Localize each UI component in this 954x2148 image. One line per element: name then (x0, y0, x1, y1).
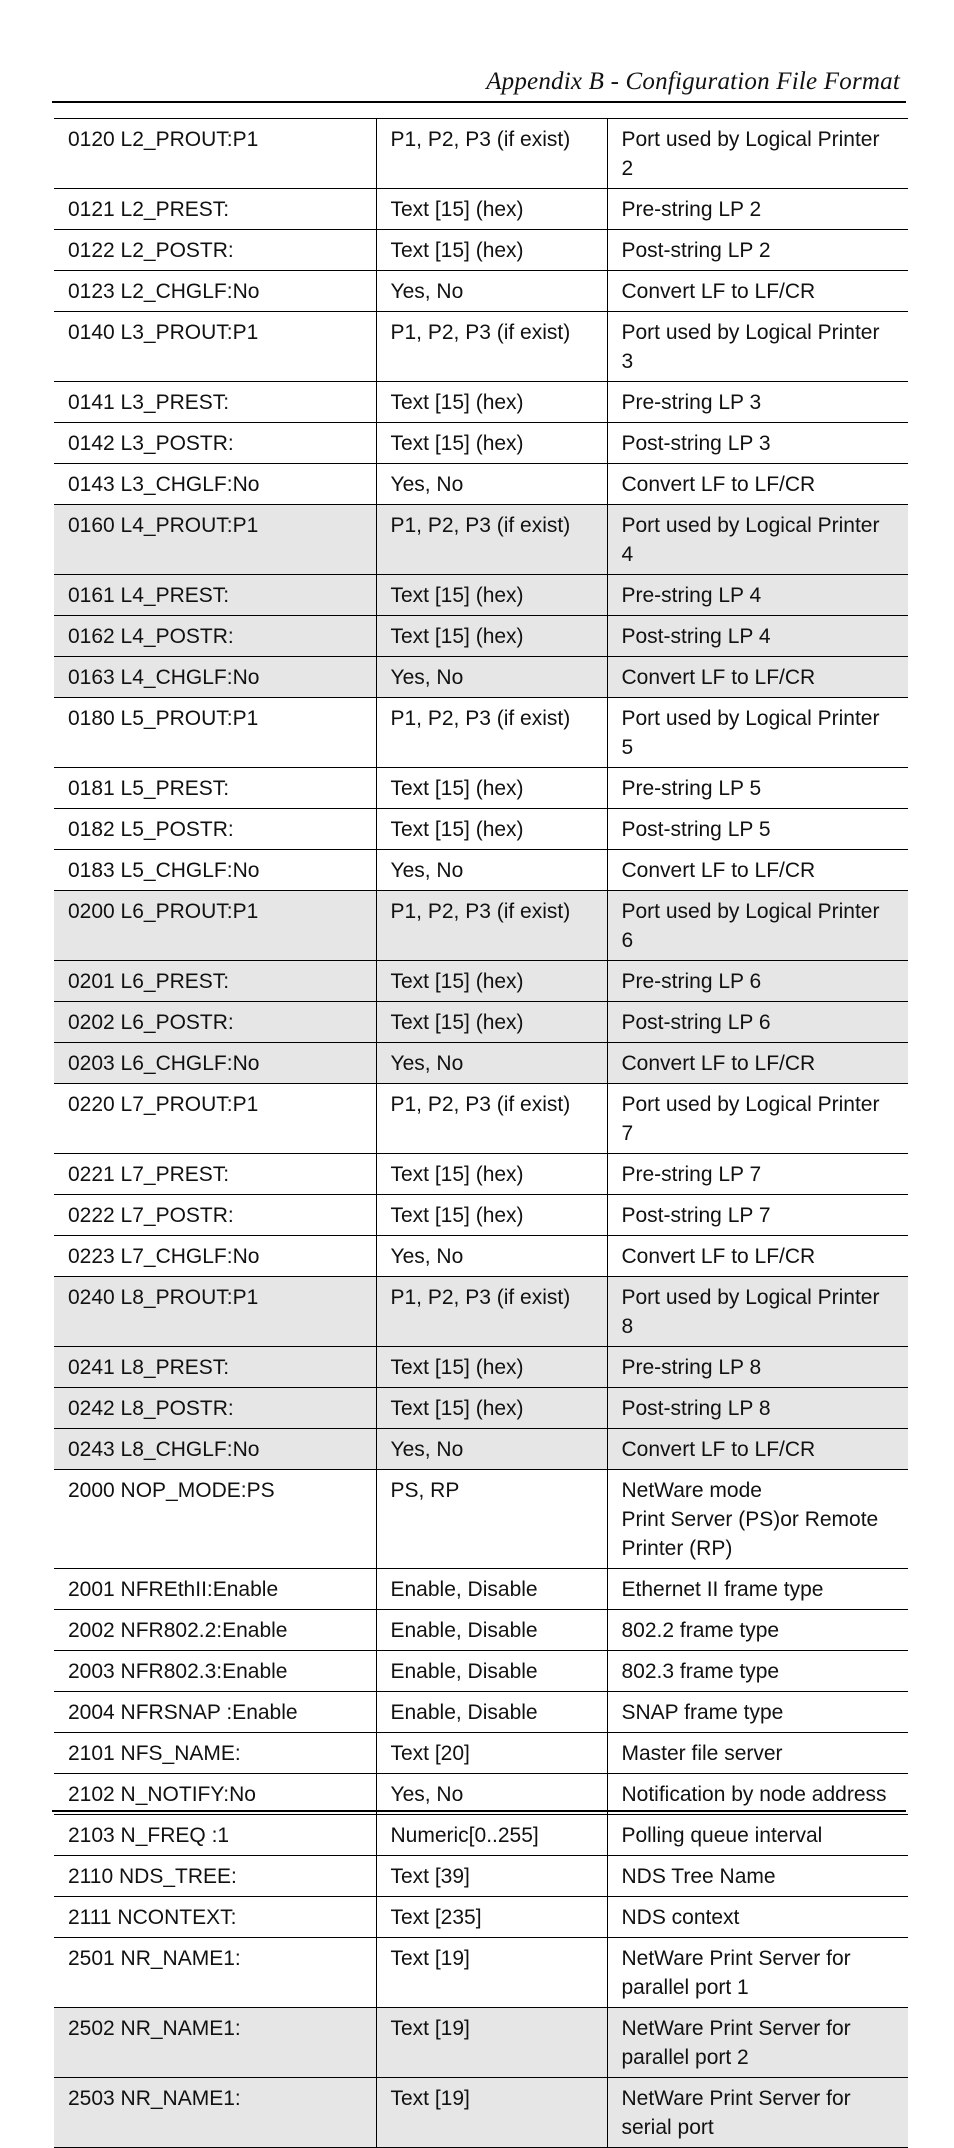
values-cell: Text [235] (376, 1897, 607, 1938)
table-row (54, 189, 908, 230)
table-row (54, 1733, 908, 1774)
description-cell (607, 809, 908, 850)
values-cell: Numeric[0..255] (376, 1815, 607, 1856)
parameter-cell: 0161 L4_PREST: (54, 575, 376, 616)
parameter-cell: 0241 L8_PREST: (54, 1347, 376, 1388)
values-cell: Text [15] (hex) (376, 1195, 607, 1236)
table-row (54, 382, 908, 423)
description-cell (607, 189, 908, 230)
description-line: Notification by node address (621, 1783, 887, 1806)
description-line: Convert LF to LF/CR (621, 280, 816, 303)
parameter-cell: 0201 L6_PREST: (54, 961, 376, 1002)
page-header-title: Appendix B - Configuration File Format (486, 68, 900, 95)
description-cell (607, 271, 908, 312)
values-cell: Yes, No (376, 657, 607, 698)
values-cell: Text [15] (hex) (376, 961, 607, 1002)
table-row (54, 119, 908, 189)
table-row (54, 1815, 908, 1856)
description-line: Port used by Logical Printer 5 (621, 707, 880, 759)
table-row (54, 1897, 908, 1938)
description-line: Port used by Logical Printer 3 (621, 321, 880, 373)
table-row (54, 1569, 908, 1610)
parameter-cell: 2501 NR_NAME1: (54, 1938, 376, 2008)
table-row (54, 575, 908, 616)
parameter-cell: 0202 L6_POSTR: (54, 1002, 376, 1043)
table-row (54, 768, 908, 809)
parameter-cell: 0121 L2_PREST: (54, 189, 376, 230)
description-cell (607, 312, 908, 382)
description-line: NetWare mode (621, 1479, 762, 1502)
values-cell: P1, P2, P3 (if exist) (376, 698, 607, 768)
footer-rule (52, 1810, 906, 1812)
table-row (54, 657, 908, 698)
parameter-cell: 2001 NFREthII:Enable (54, 1569, 376, 1610)
parameter-cell: 2102 N_NOTIFY:No (54, 1774, 376, 1815)
description-line: Pre-string LP 8 (621, 1356, 762, 1379)
description-cell (607, 1195, 908, 1236)
parameter-cell: 2103 N_FREQ :1 (54, 1815, 376, 1856)
description-cell (607, 961, 908, 1002)
description-cell (607, 1774, 908, 1815)
parameter-cell: 0221 L7_PREST: (54, 1154, 376, 1195)
values-cell: P1, P2, P3 (if exist) (376, 312, 607, 382)
description-line: Port used by Logical Printer 6 (621, 900, 880, 952)
description-line: Post-string LP 6 (621, 1011, 771, 1034)
description-cell (607, 1002, 908, 1043)
parameter-cell: 2110 NDS_TREE: (54, 1856, 376, 1897)
description-cell (607, 1347, 908, 1388)
table-row (54, 961, 908, 1002)
description-cell (607, 1236, 908, 1277)
description-line: Convert LF to LF/CR (621, 1052, 816, 1075)
table-row (54, 1774, 908, 1815)
table-row (54, 423, 908, 464)
table-row (54, 1610, 908, 1651)
table-row (54, 1651, 908, 1692)
table-row (54, 1043, 908, 1084)
description-cell (607, 657, 908, 698)
description-line: Ethernet II frame type (621, 1578, 824, 1601)
description-line: Convert LF to LF/CR (621, 473, 816, 496)
parameter-cell: 2003 NFR802.3:Enable (54, 1651, 376, 1692)
values-cell: Text [15] (hex) (376, 1347, 607, 1388)
values-cell: Yes, No (376, 1236, 607, 1277)
parameter-cell: 2503 NR_NAME1: (54, 2078, 376, 2148)
description-cell (607, 891, 908, 961)
table-row (54, 2008, 908, 2078)
description-line: Pre-string LP 5 (621, 777, 762, 800)
table-row (54, 1856, 908, 1897)
description-cell (607, 1938, 908, 2008)
table-row (54, 850, 908, 891)
description-cell (607, 1569, 908, 1610)
description-line: NDS context (621, 1906, 740, 1929)
table-row (54, 1002, 908, 1043)
values-cell: P1, P2, P3 (if exist) (376, 119, 607, 189)
values-cell: Text [15] (hex) (376, 423, 607, 464)
description-line: Pre-string LP 6 (621, 970, 762, 993)
table-row (54, 698, 908, 768)
values-cell: Text [19] (376, 2078, 607, 2148)
table-row (54, 1470, 908, 1569)
description-line: 802.3 frame type (621, 1660, 780, 1683)
parameter-cell: 2004 NFRSNAP :Enable (54, 1692, 376, 1733)
header-rule (52, 101, 906, 103)
description-cell (607, 1815, 908, 1856)
parameter-cell: 0240 L8_PROUT:P1 (54, 1277, 376, 1347)
description-line: Convert LF to LF/CR (621, 1245, 816, 1268)
description-cell (607, 1733, 908, 1774)
description-line: Pre-string LP 7 (621, 1163, 762, 1186)
table-row (54, 1938, 908, 2008)
values-cell: Text [15] (hex) (376, 230, 607, 271)
values-cell: Text [15] (hex) (376, 1002, 607, 1043)
description-cell (607, 1277, 908, 1347)
description-line: Post-string LP 3 (621, 432, 771, 455)
table-row (54, 2078, 908, 2148)
description-line: Post-string LP 2 (621, 239, 771, 262)
description-cell (607, 1043, 908, 1084)
parameter-cell: 0160 L4_PROUT:P1 (54, 505, 376, 575)
description-line: Convert LF to LF/CR (621, 666, 816, 689)
description-cell (607, 768, 908, 809)
parameter-cell: 2000 NOP_MODE:PS (54, 1470, 376, 1569)
description-line: Port used by Logical Printer 7 (621, 1093, 880, 1145)
values-cell: Yes, No (376, 1774, 607, 1815)
parameter-cell: 0203 L6_CHGLF:No (54, 1043, 376, 1084)
values-cell: PS, RP (376, 1470, 607, 1569)
description-cell (607, 616, 908, 657)
description-line: Post-string LP 4 (621, 625, 771, 648)
description-cell (607, 1388, 908, 1429)
table-row (54, 1388, 908, 1429)
parameter-cell: 0163 L4_CHGLF:No (54, 657, 376, 698)
description-line: Convert LF to LF/CR (621, 859, 816, 882)
parameter-cell: 0181 L5_PREST: (54, 768, 376, 809)
description-cell (607, 1692, 908, 1733)
description-cell (607, 423, 908, 464)
parameter-cell: 0182 L5_POSTR: (54, 809, 376, 850)
values-cell: Enable, Disable (376, 1692, 607, 1733)
table-row (54, 505, 908, 575)
values-cell: Text [15] (hex) (376, 382, 607, 423)
parameter-cell: 2502 NR_NAME1: (54, 2008, 376, 2078)
values-cell: Text [15] (hex) (376, 616, 607, 657)
description-line: Pre-string LP 4 (621, 584, 762, 607)
description-cell (607, 1470, 908, 1569)
description-cell (607, 2008, 908, 2078)
description-cell (607, 698, 908, 768)
values-cell: P1, P2, P3 (if exist) (376, 891, 607, 961)
parameter-cell: 0123 L2_CHGLF:No (54, 271, 376, 312)
table-row (54, 464, 908, 505)
values-cell: Yes, No (376, 850, 607, 891)
description-cell (607, 1084, 908, 1154)
description-line: NetWare Print Server for parallel port 1 (621, 1947, 851, 1999)
description-cell (607, 1610, 908, 1651)
description-line: Convert LF to LF/CR (621, 1438, 816, 1461)
description-line: Polling queue interval (621, 1824, 823, 1847)
values-cell: Text [19] (376, 2008, 607, 2078)
description-line: NDS Tree Name (621, 1865, 776, 1888)
values-cell: Yes, No (376, 1043, 607, 1084)
config-table-body (54, 119, 908, 2148)
table-row (54, 891, 908, 961)
parameter-cell: 0200 L6_PROUT:P1 (54, 891, 376, 961)
description-cell (607, 382, 908, 423)
description-cell (607, 850, 908, 891)
table-row (54, 1277, 908, 1347)
values-cell: Text [15] (hex) (376, 1388, 607, 1429)
description-line: NetWare Print Server for parallel port 2 (621, 2017, 851, 2069)
description-line: Print Server (PS)or Remote Printer (RP) (621, 1508, 879, 1560)
parameter-cell: 0180 L5_PROUT:P1 (54, 698, 376, 768)
parameter-cell: 0141 L3_PREST: (54, 382, 376, 423)
parameter-cell: 0243 L8_CHGLF:No (54, 1429, 376, 1470)
description-cell (607, 1429, 908, 1470)
description-cell (607, 464, 908, 505)
table-row (54, 1692, 908, 1733)
description-cell (607, 1154, 908, 1195)
values-cell: P1, P2, P3 (if exist) (376, 1084, 607, 1154)
parameter-cell: 0222 L7_POSTR: (54, 1195, 376, 1236)
table-row (54, 1347, 908, 1388)
table-row (54, 616, 908, 657)
description-line: SNAP frame type (621, 1701, 784, 1724)
table-row (54, 1429, 908, 1470)
values-cell: Text [20] (376, 1733, 607, 1774)
table-row (54, 1084, 908, 1154)
description-line: Port used by Logical Printer 8 (621, 1286, 880, 1338)
description-line: Post-string LP 7 (621, 1204, 771, 1227)
description-cell (607, 119, 908, 189)
description-line: Port used by Logical Printer 4 (621, 514, 880, 566)
table-row (54, 1236, 908, 1277)
parameter-cell: 0242 L8_POSTR: (54, 1388, 376, 1429)
description-cell (607, 1897, 908, 1938)
description-line: Pre-string LP 2 (621, 198, 762, 221)
values-cell: Yes, No (376, 464, 607, 505)
config-table (54, 118, 908, 2148)
values-cell: P1, P2, P3 (if exist) (376, 505, 607, 575)
table-row (54, 1195, 908, 1236)
description-cell (607, 1651, 908, 1692)
values-cell: Enable, Disable (376, 1569, 607, 1610)
values-cell: Text [39] (376, 1856, 607, 1897)
description-line: Post-string LP 5 (621, 818, 771, 841)
parameter-cell: 0223 L7_CHGLF:No (54, 1236, 376, 1277)
values-cell: Text [15] (hex) (376, 1154, 607, 1195)
table-row (54, 1154, 908, 1195)
parameter-cell: 2111 NCONTEXT: (54, 1897, 376, 1938)
values-cell: Text [15] (hex) (376, 189, 607, 230)
values-cell: P1, P2, P3 (if exist) (376, 1277, 607, 1347)
description-cell (607, 2078, 908, 2148)
description-line: Master file server (621, 1742, 783, 1765)
parameter-cell: 0122 L2_POSTR: (54, 230, 376, 271)
table-row (54, 809, 908, 850)
parameter-cell: 0162 L4_POSTR: (54, 616, 376, 657)
values-cell: Yes, No (376, 271, 607, 312)
values-cell: Text [15] (hex) (376, 768, 607, 809)
parameter-cell: 0183 L5_CHGLF:No (54, 850, 376, 891)
description-cell (607, 1856, 908, 1897)
parameter-cell: 0143 L3_CHGLF:No (54, 464, 376, 505)
values-cell: Enable, Disable (376, 1610, 607, 1651)
description-cell (607, 505, 908, 575)
table-row (54, 230, 908, 271)
description-cell (607, 575, 908, 616)
values-cell: Text [15] (hex) (376, 809, 607, 850)
description-line: 802.2 frame type (621, 1619, 780, 1642)
parameter-cell: 0140 L3_PROUT:P1 (54, 312, 376, 382)
description-line: Pre-string LP 3 (621, 391, 762, 414)
description-cell (607, 230, 908, 271)
description-line: NetWare Print Server for serial port (621, 2087, 851, 2139)
table-row (54, 271, 908, 312)
values-cell: Yes, No (376, 1429, 607, 1470)
table-row (54, 312, 908, 382)
parameter-cell: 2101 NFS_NAME: (54, 1733, 376, 1774)
values-cell: Text [15] (hex) (376, 575, 607, 616)
parameter-cell: 0120 L2_PROUT:P1 (54, 119, 376, 189)
parameter-cell: 0142 L3_POSTR: (54, 423, 376, 464)
parameter-cell: 0220 L7_PROUT:P1 (54, 1084, 376, 1154)
values-cell: Text [19] (376, 1938, 607, 2008)
description-line: Post-string LP 8 (621, 1397, 771, 1420)
parameter-cell: 2002 NFR802.2:Enable (54, 1610, 376, 1651)
values-cell: Enable, Disable (376, 1651, 607, 1692)
description-line: Port used by Logical Printer 2 (621, 128, 880, 180)
